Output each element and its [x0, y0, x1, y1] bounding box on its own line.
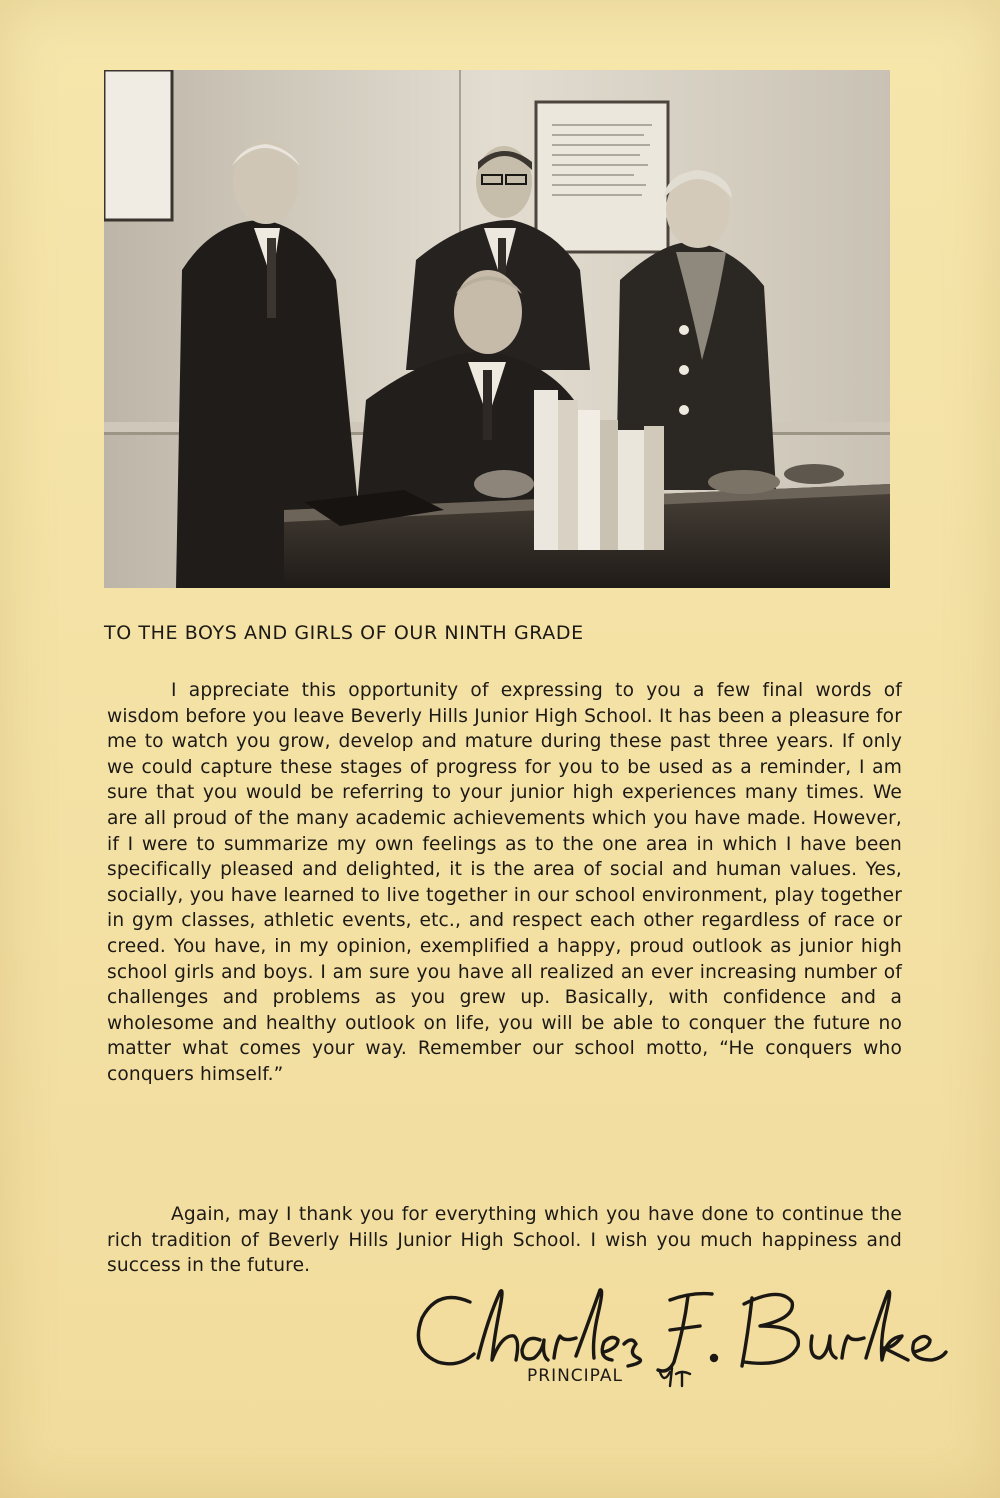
letter-paragraph-2: Again, may I thank you for everything which you have done to continue the rich tradition of Beverly Hills Junior High School. I wish you much happiness and success in the future.: [107, 1204, 902, 1277]
handwritten-initials: [656, 1364, 696, 1390]
letter-paragraph-1: I appreciate this opportunity of expressing to you a few final words of wisdom before you leave Beverly Hills Junior High School. It has been a pleasure for me to watch you grow, develop and mature during these past three years. If only we could capture these stages of progress for you to be used as a reminder, I am sure that you would be referring to your junior high experiences many times. We are all proud of the many academic achievements which you have made. However, if I were to summarize my own feelings as to the one area in which I have been specifically pleased and delighted, it is the area of social and human values. Yes, socially, you have learned to live together in our school environment, play together in gym classes, athletic events, etc., and respect each other regardless of race or creed. You have, in my opinion, exemplified a happy, proud outlook as junior high school girls and boys. I am sure you have all realized an ever increasing number of challenges and problems as you grew up. Basically, with confidence and a wholesome and healthy outlook on life, you will be able to conquer the future no matter what comes your way. Remember our school motto, “He conquers who conquers himself.”: [107, 680, 902, 1085]
signer-title: PRINCIPAL: [527, 1366, 623, 1386]
group-photograph: [104, 70, 890, 588]
letter-heading: TO THE BOYS AND GIRLS OF OUR NINTH GRADE: [104, 622, 584, 644]
